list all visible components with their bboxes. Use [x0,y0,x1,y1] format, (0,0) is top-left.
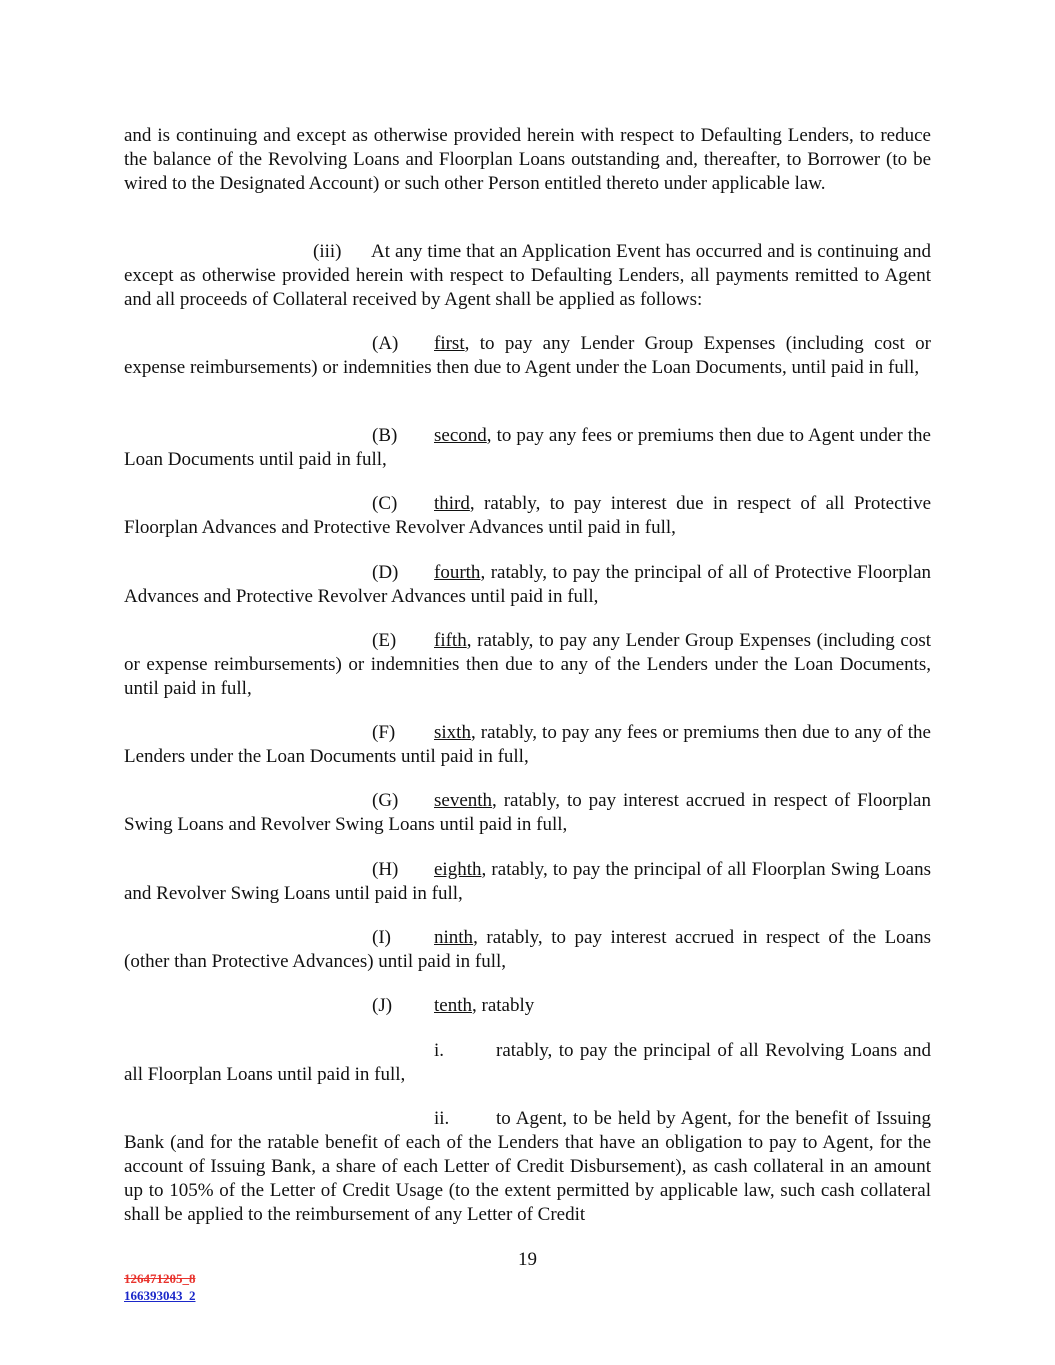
item-g [124,789,931,837]
intro-paragraph: and is continuing and except as otherwise provided herein with respect to Defaulting Lenders, to reduce the balance of the Revolving Loans and Floorplan Loans outstanding and, thereafter, to Borrower (to be wired to the Designated Account) or such other Person entitled thereto under applicable law. [124,125,931,194]
item-keyword: fifth [434,630,467,651]
subitem-label: ii. [434,1108,450,1129]
item-keyword: seventh [434,790,493,811]
item-keyword: eighth [434,859,482,880]
page-number: 19 [518,1249,537,1270]
item-text: , to pay any Lender Group Expenses (including cost or expense reimbursements) or indemnities then due to Agent under the Loan Documents, until paid in full, [124,333,931,378]
item-keyword: first [434,333,465,354]
item-keyword: third [434,493,470,514]
item-f [124,721,931,769]
subitem-label: i. [434,1040,445,1061]
item-keyword: sixth [434,722,471,743]
item-text: , ratably, to pay interest due in respect of all Protective Floorplan Advances and Protective Revolver Advances until paid in full, [124,493,931,538]
item-b [124,424,931,472]
item-label: (I) [372,927,391,948]
item-label: (F) [372,722,396,743]
item-text: , ratably, to pay any fees or premiums then due to any of the Lenders under the Loan Documents until paid in full, [124,722,931,767]
item-j [124,994,931,1018]
item-keyword: ninth [434,927,474,948]
item-text: , ratably, to pay any Lender Group Expenses (including cost or expense reimbursements) or indemnities then due to any of the Lenders under the Loan Documents, until paid in full, [124,630,931,699]
item-text: , to pay any fees or premiums then due to Agent under the Loan Documents until paid in full, [124,425,931,470]
item-label: (D) [372,562,399,583]
item-label: (H) [372,859,399,880]
inserted-document-id: 166393043_2 [124,1288,196,1303]
item-label: (J) [372,995,393,1016]
deleted-document-id: 126471205_8 [124,1271,196,1286]
item-text: , ratably [472,995,535,1016]
subitem-i [124,1039,931,1087]
subitem-text: ratably, to pay the principal of all Revolving Loans and all Floorplan Loans until paid in full, [124,1040,931,1085]
section-iii-label: (iii) [313,241,342,262]
subitem-ii [124,1107,931,1227]
item-text: , ratably, to pay the principal of all Floorplan Swing Loans and Revolver Swing Loans until paid in full, [124,859,931,904]
item-keyword: fourth [434,562,481,583]
item-h [124,858,931,906]
item-label: (A) [372,333,399,354]
item-a [124,332,931,380]
item-e [124,629,931,701]
item-keyword: tenth [434,995,472,1016]
subitem-text: to Agent, to be held by Agent, for the benefit of Issuing Bank (and for the ratable benefit of each of the Lenders that have an obligation to pay to Agent, for the account of Issuing Bank, a share of each Letter of Credit Disbursement), as cash collateral in an amount up to 105% of the Letter of Credit Usage (to the extent permitted by applicable law, such cash collateral shall be applied to the reimbursement of any Letter of Credit [124,1108,931,1225]
item-text: , ratably, to pay interest accrued in respect of Floorplan Swing Loans and Revolver Swing Loans until paid in full, [124,790,931,835]
item-text: , ratably, to pay the principal of all of Protective Floorplan Advances and Protective Revolver Advances until paid in full, [124,562,931,607]
section-iii-paragraph [124,240,931,312]
item-d [124,561,931,609]
item-keyword: second [434,425,487,446]
item-i [124,926,931,974]
item-text: , ratably, to pay interest accrued in respect of the Loans (other than Protective Advances) until paid in full, [124,927,931,972]
item-c [124,492,931,540]
item-label: (E) [372,630,397,651]
item-label: (B) [372,425,398,446]
item-label: (C) [372,493,398,514]
section-iii-text: At any time that an Application Event has occurred and is continuing and except as otherwise provided herein with respect to Defaulting Lenders, all payments remitted to Agent and all proceeds of Collateral received by Agent shall be applied as follows: [124,241,931,310]
item-label: (G) [372,790,399,811]
